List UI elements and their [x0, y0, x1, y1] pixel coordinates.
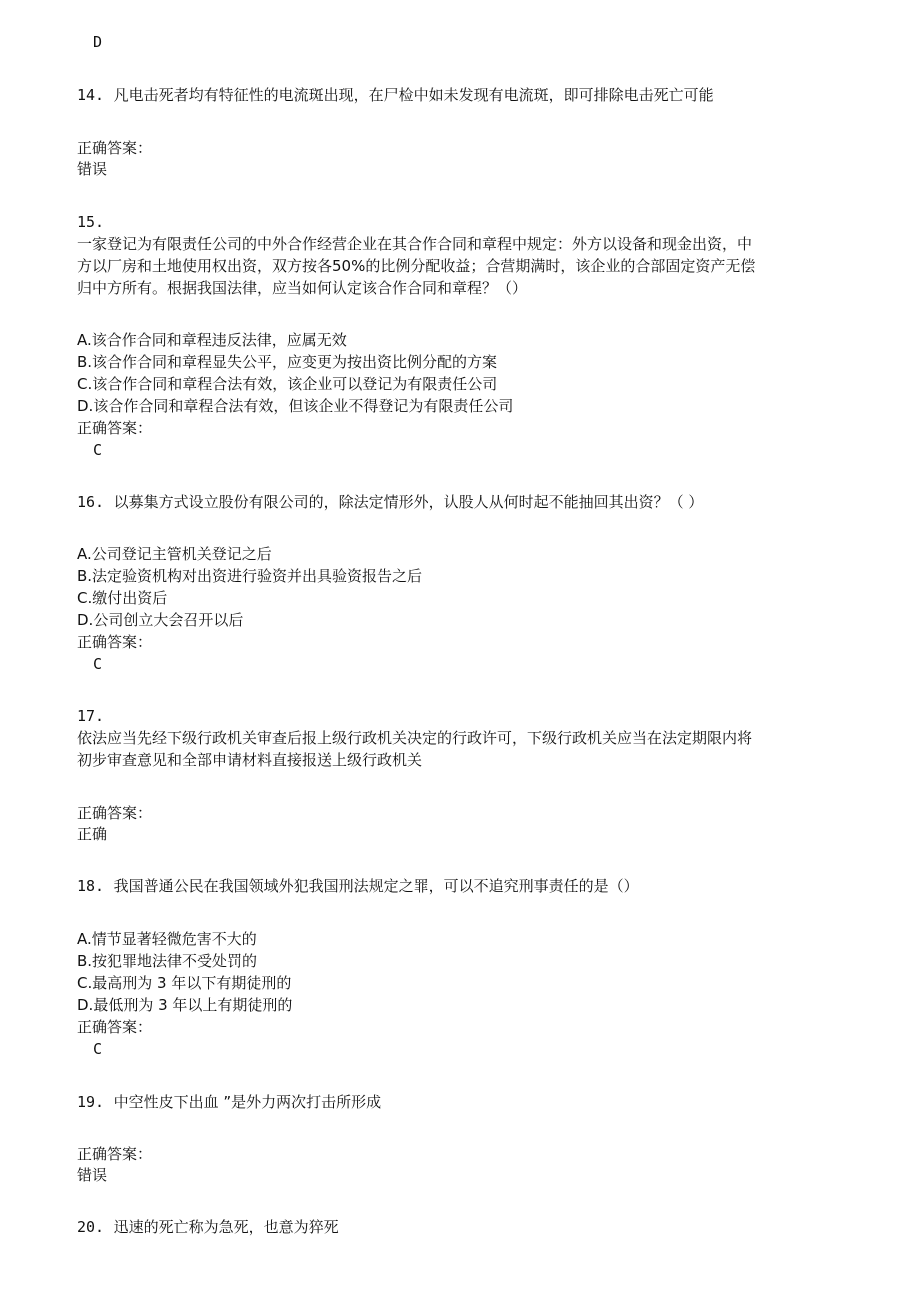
q19-stem: 中空性皮下出血 ”是外力两次打击所形成 [113, 1093, 382, 1111]
q18-option-a: A.情节显著轻微危害不大的 [77, 930, 257, 948]
q18-answer: C [93, 1040, 103, 1058]
q15-option-b: B.该合作合同和章程显失公平，应变更为按出资比例分配的方案 [77, 353, 498, 371]
q17-answer-label: 正确答案： [77, 804, 153, 822]
q16-answer: C [93, 655, 103, 673]
q19-question [77, 1091, 381, 1113]
q13-answer: D [93, 33, 103, 51]
q18-option-c: C.最高刑为 3 年以下有期徒刑的 [77, 974, 292, 992]
q15-option-d: D.该合作合同和章程合法有效，但该企业不得登记为有限责任公司 [77, 397, 514, 415]
q16-number: 16. [77, 493, 105, 511]
q16-option-c: C.缴付出资后 [77, 589, 168, 607]
q18-answer-label: 正确答案： [77, 1018, 153, 1036]
q14-stem: 凡电击死者均有特征性的电流斑出现，在尸检中如未发现有电流斑，即可排除电击死亡可能 [113, 86, 714, 104]
q18-stem: 我国普通公民在我国领域外犯我国刑法规定之罪，可以不追究刑事责任的是（） [113, 877, 639, 895]
q16-option-a: A.公司登记主管机关登记之后 [77, 545, 272, 563]
q16-option-d: D.公司创立大会召开以后 [77, 611, 244, 629]
q20-question [77, 1216, 339, 1238]
q15-option-a: A.该合作合同和章程违反法律，应属无效 [77, 331, 347, 349]
q18-option-d: D.最低刑为 3 年以上有期徒刑的 [77, 996, 293, 1014]
q17-number: 17. [77, 707, 105, 725]
q14-answer: 错误 [77, 160, 108, 178]
q18-question [77, 875, 639, 897]
q20-stem: 迅速的死亡称为急死，也意为猝死 [113, 1218, 339, 1236]
q16-question [77, 491, 703, 513]
q15-option-c: C.该合作合同和章程合法有效，该企业可以登记为有限责任公司 [77, 375, 498, 393]
q16-option-b: B.法定验资机构对出资进行验资并出具验资报告之后 [77, 567, 423, 585]
q19-answer-label: 正确答案： [77, 1145, 153, 1163]
q16-stem: 以募集方式设立股份有限公司的，除法定情形外，认股人从何时起不能抽回其出资？（ ） [113, 493, 704, 511]
q16-answer-label: 正确答案： [77, 633, 153, 651]
q15-answer: C [93, 441, 103, 459]
q20-number: 20. [77, 1218, 105, 1236]
q14-answer-label: 正确答案： [77, 139, 153, 157]
q19-answer: 错误 [77, 1166, 108, 1184]
q15-number: 15. [77, 213, 105, 231]
q15-stem-line: 归中方所有。根据我国法律，应当如何认定该合作合同和章程？（） [77, 279, 528, 297]
q15-stem-line: 一家登记为有限责任公司的中外合作经营企业在其合作合同和章程中规定：外方以设备和现金出资，中 [77, 235, 753, 253]
q18-option-b: B.按犯罪地法律不受处罚的 [77, 952, 258, 970]
q15-answer-label: 正确答案： [77, 419, 153, 437]
q19-number: 19. [77, 1093, 105, 1111]
q17-stem-line: 初步审查意见和全部申请材料直接报送上级行政机关 [77, 751, 423, 769]
q15-stem-line: 方以厂房和土地使用权出资，双方按各50%的比例分配收益；合营期满时，该企业的合部固定资产无偿 [77, 257, 756, 275]
q18-number: 18. [77, 877, 105, 895]
q17-answer: 正确 [77, 825, 108, 843]
q14-number: 14. [77, 86, 105, 104]
q14-question [77, 84, 714, 106]
q17-stem-line: 依法应当先经下级行政机关审查后报上级行政机关决定的行政许可，下级行政机关应当在法定期限内将 [77, 729, 753, 747]
